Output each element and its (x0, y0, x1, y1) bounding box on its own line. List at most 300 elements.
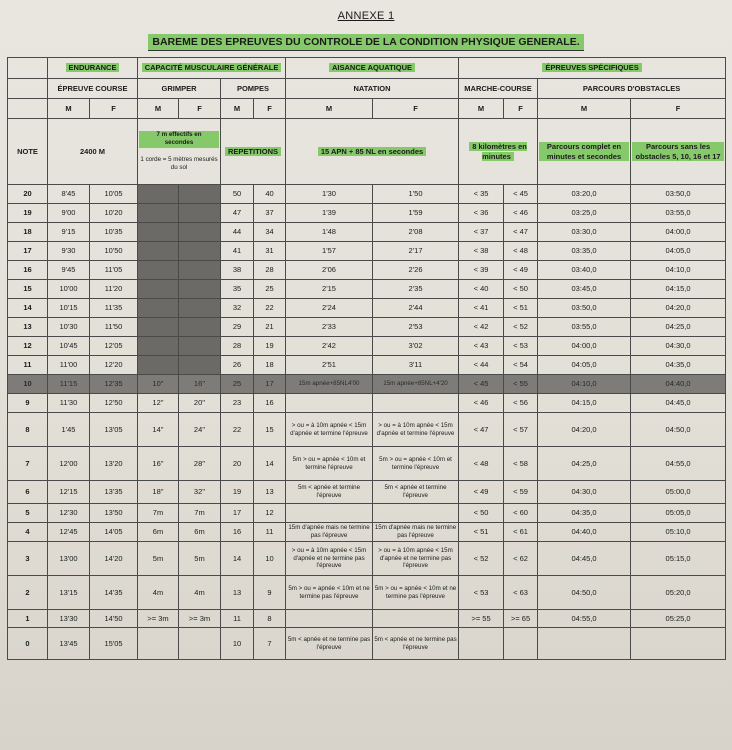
obstacles-f-cell: 04:45,0 (631, 394, 726, 413)
course-f-cell: 10'20 (90, 204, 138, 223)
natation-m-cell: 15m apnée+85NL4'00 (286, 375, 373, 394)
sex-m: M (221, 99, 254, 119)
obstacles-f-cell: 04:40,0 (631, 375, 726, 394)
natation-f-cell: 2'53 (373, 318, 459, 337)
score-row (8, 261, 726, 280)
natation-m-cell: > ou = à 10m apnée < 15m d'apnée et ne termine pas l'épreuve (286, 542, 373, 576)
note-cell: 6 (8, 481, 48, 504)
marche-m-cell: < 49 (459, 481, 504, 504)
natation-f-cell: 2'08 (373, 223, 459, 242)
marche-m-cell: < 35 (459, 185, 504, 204)
sex-m: M (459, 99, 504, 119)
pompes-m-cell: 32 (221, 299, 254, 318)
marche-f-cell: < 63 (504, 576, 538, 610)
note-cell: 11 (8, 356, 48, 375)
natation-f-cell: 1'59 (373, 204, 459, 223)
obstacles-f-cell: 05:15,0 (631, 542, 726, 576)
group-aisance: AISANCE AQUATIQUE (286, 58, 459, 79)
obstacles-m-cell: 04:30,0 (538, 481, 631, 504)
obstacles-f-cell: 05:10,0 (631, 523, 726, 542)
score-row (8, 185, 726, 204)
obstacles-m-cell (538, 628, 631, 660)
score-row (8, 318, 726, 337)
grimper-m-cell: 14'' (138, 413, 179, 447)
grimper-m-cell: 6m (138, 523, 179, 542)
unit-natation: 15 APN + 85 NL en secondes (286, 119, 459, 185)
natation-f-cell: 2'44 (373, 299, 459, 318)
obstacles-m-cell: 04:10,0 (538, 375, 631, 394)
pompes-f-cell: 15 (254, 413, 286, 447)
grimper-f-cell (179, 299, 221, 318)
natation-f-cell: 5m < apnée et ne termine pas l'épreuve (373, 628, 459, 660)
natation-f-cell: 2'26 (373, 261, 459, 280)
natation-f-cell: 15m d'apnée mais ne termine pas l'épreuve (373, 523, 459, 542)
pompes-f-cell: 40 (254, 185, 286, 204)
score-row (8, 413, 726, 447)
note-cell: 20 (8, 185, 48, 204)
pompes-m-cell: 47 (221, 204, 254, 223)
unit-course: 2400 M (48, 119, 138, 185)
marche-m-cell: < 53 (459, 576, 504, 610)
note-cell: 9 (8, 394, 48, 413)
course-m-cell: 10'00 (48, 280, 90, 299)
note-cell: 3 (8, 542, 48, 576)
marche-m-cell: < 45 (459, 375, 504, 394)
course-f-cell: 13'05 (90, 413, 138, 447)
marche-f-cell: < 57 (504, 413, 538, 447)
course-m-cell: 10'30 (48, 318, 90, 337)
course-m-cell: 11'15 (48, 375, 90, 394)
pompes-f-cell: 25 (254, 280, 286, 299)
course-f-cell: 12'50 (90, 394, 138, 413)
obstacles-m-cell: 04:05,0 (538, 356, 631, 375)
natation-m-cell: 2'33 (286, 318, 373, 337)
obstacles-m-cell: 04:45,0 (538, 542, 631, 576)
natation-f-cell: > ou = à 10m apnée < 15m d'apnée et ne termine pas l'épreuve (373, 542, 459, 576)
marche-f-cell: < 56 (504, 394, 538, 413)
marche-f-cell: < 54 (504, 356, 538, 375)
grimper-f-cell: 5m (179, 542, 221, 576)
course-f-cell: 10'35 (90, 223, 138, 242)
natation-m-cell: 1'57 (286, 242, 373, 261)
unit-grimper-bottom: 1 corde = 5 mètres mesurés du sol (140, 155, 218, 171)
note-cell: 14 (8, 299, 48, 318)
grimper-m-cell (138, 318, 179, 337)
sex-f: F (504, 99, 538, 119)
marche-m-cell: < 51 (459, 523, 504, 542)
obstacles-f-cell: 03:55,0 (631, 204, 726, 223)
sex-m: M (286, 99, 373, 119)
marche-m-cell: < 42 (459, 318, 504, 337)
natation-m-cell: 5m > ou = apnée < 10m et termine l'épreuve (286, 447, 373, 481)
natation-f-cell: 1'50 (373, 185, 459, 204)
sex-f: F (90, 99, 138, 119)
unit-marche: 8 kilomètres en minutes (459, 119, 538, 185)
obstacles-m-cell: 04:20,0 (538, 413, 631, 447)
grimper-m-cell: 10'' (138, 375, 179, 394)
natation-f-cell: 5m > ou = apnée < 10m et ne termine pas l'épreuve (373, 576, 459, 610)
course-f-cell: 13'50 (90, 504, 138, 523)
marche-f-cell: < 49 (504, 261, 538, 280)
grimper-f-cell: 7m (179, 504, 221, 523)
marche-m-cell: < 46 (459, 394, 504, 413)
score-row (8, 280, 726, 299)
natation-f-cell: 3'02 (373, 337, 459, 356)
note-header: NOTE (8, 119, 48, 185)
obstacles-f-cell: 05:20,0 (631, 576, 726, 610)
score-row (8, 394, 726, 413)
natation-f-cell: 2'17 (373, 242, 459, 261)
grimper-m-cell (138, 223, 179, 242)
annexe-label: ANNEXE 1 (337, 10, 395, 22)
note-cell: 13 (8, 318, 48, 337)
grimper-f-cell (179, 204, 221, 223)
note-cell: 4 (8, 523, 48, 542)
sex-f: F (631, 99, 726, 119)
pompes-m-cell: 35 (221, 280, 254, 299)
grimper-f-cell (179, 356, 221, 375)
score-row (8, 204, 726, 223)
obstacles-m-cell: 03:50,0 (538, 299, 631, 318)
sex-m: M (138, 99, 179, 119)
natation-f-cell: > ou = à 10m apnée < 15m d'apnée et termine l'épreuve (373, 413, 459, 447)
pompes-m-cell: 11 (221, 610, 254, 628)
natation-m-cell: 2'15 (286, 280, 373, 299)
marche-m-cell (459, 628, 504, 660)
score-row (8, 223, 726, 242)
natation-m-cell: 1'30 (286, 185, 373, 204)
course-f-cell: 12'35 (90, 375, 138, 394)
course-m-cell: 9'15 (48, 223, 90, 242)
pompes-m-cell: 20 (221, 447, 254, 481)
course-f-cell: 13'20 (90, 447, 138, 481)
marche-f-cell: < 59 (504, 481, 538, 504)
pompes-f-cell: 28 (254, 261, 286, 280)
marche-f-cell: < 48 (504, 242, 538, 261)
natation-f-cell: 15m apnée+85NL+4'20 (373, 375, 459, 394)
pompes-m-cell: 50 (221, 185, 254, 204)
marche-f-cell: < 46 (504, 204, 538, 223)
grimper-f-cell (179, 280, 221, 299)
grimper-f-cell: 4m (179, 576, 221, 610)
event-course: ÉPREUVE COURSE (48, 79, 138, 99)
score-row (8, 447, 726, 481)
pompes-m-cell: 16 (221, 523, 254, 542)
obstacles-m-cell: 03:45,0 (538, 280, 631, 299)
grimper-f-cell: >= 3m (179, 610, 221, 628)
natation-m-cell: > ou = à 10m apnée < 15m d'apnée et termine l'épreuve (286, 413, 373, 447)
pompes-m-cell: 41 (221, 242, 254, 261)
natation-m-cell (286, 394, 373, 413)
grimper-m-cell (138, 299, 179, 318)
obstacles-m-cell: 03:55,0 (538, 318, 631, 337)
obstacles-m-cell: 03:30,0 (538, 223, 631, 242)
marche-m-cell: < 52 (459, 542, 504, 576)
course-f-cell: 15'05 (90, 628, 138, 660)
grimper-f-cell (179, 185, 221, 204)
score-row (8, 299, 726, 318)
course-m-cell: 13'30 (48, 610, 90, 628)
pompes-f-cell: 37 (254, 204, 286, 223)
obstacles-f-cell: 03:50,0 (631, 185, 726, 204)
natation-m-cell: 2'51 (286, 356, 373, 375)
unit-grimper-top: 7 m effectifs en secondes (139, 131, 219, 147)
obstacles-f-cell: 05:25,0 (631, 610, 726, 628)
obstacles-m-cell: 04:25,0 (538, 447, 631, 481)
sex-f: F (179, 99, 221, 119)
score-row (8, 542, 726, 576)
sex-f: F (373, 99, 459, 119)
grimper-f-cell (179, 337, 221, 356)
course-f-cell: 14'50 (90, 610, 138, 628)
natation-m-cell: 5m > ou = apnée < 10m et ne termine pas l'épreuve (286, 576, 373, 610)
marche-f-cell: < 52 (504, 318, 538, 337)
note-cell: 12 (8, 337, 48, 356)
course-m-cell: 8'45 (48, 185, 90, 204)
obstacles-m-cell: 04:40,0 (538, 523, 631, 542)
sex-m: M (538, 99, 631, 119)
grimper-m-cell (138, 204, 179, 223)
pompes-f-cell: 13 (254, 481, 286, 504)
pompes-f-cell: 8 (254, 610, 286, 628)
note-cell: 18 (8, 223, 48, 242)
course-m-cell: 13'15 (48, 576, 90, 610)
pompes-f-cell: 21 (254, 318, 286, 337)
obstacles-f-cell: 04:05,0 (631, 242, 726, 261)
natation-m-cell: 2'06 (286, 261, 373, 280)
event-pompes: POMPES (221, 79, 286, 99)
obstacles-m-cell: 03:25,0 (538, 204, 631, 223)
pompes-m-cell: 28 (221, 337, 254, 356)
marche-f-cell: < 60 (504, 504, 538, 523)
natation-m-cell (286, 504, 373, 523)
course-f-cell: 14'05 (90, 523, 138, 542)
course-f-cell: 12'05 (90, 337, 138, 356)
note-cell: 8 (8, 413, 48, 447)
sex-m: M (48, 99, 90, 119)
marche-f-cell: < 55 (504, 375, 538, 394)
marche-f-cell: < 45 (504, 185, 538, 204)
grimper-f-cell (179, 318, 221, 337)
score-row (8, 504, 726, 523)
note-cell: 17 (8, 242, 48, 261)
grimper-m-cell: >= 3m (138, 610, 179, 628)
course-f-cell: 13'35 (90, 481, 138, 504)
marche-m-cell: < 41 (459, 299, 504, 318)
pompes-m-cell: 10 (221, 628, 254, 660)
course-m-cell: 13'45 (48, 628, 90, 660)
pompes-m-cell: 13 (221, 576, 254, 610)
course-m-cell: 12'45 (48, 523, 90, 542)
note-cell: 5 (8, 504, 48, 523)
event-obstacles: PARCOURS D'OBSTACLES (538, 79, 726, 99)
natation-m-cell: 2'24 (286, 299, 373, 318)
natation-m-cell: 5m < apnée et termine l'épreuve (286, 481, 373, 504)
note-cell: 7 (8, 447, 48, 481)
grimper-m-cell: 7m (138, 504, 179, 523)
marche-m-cell: < 48 (459, 447, 504, 481)
marche-f-cell: < 50 (504, 280, 538, 299)
obstacles-m-cell: 04:50,0 (538, 576, 631, 610)
marche-f-cell: >= 65 (504, 610, 538, 628)
obstacles-f-cell: 04:25,0 (631, 318, 726, 337)
course-f-cell: 11'05 (90, 261, 138, 280)
course-m-cell: 10'45 (48, 337, 90, 356)
obstacles-f-cell: 04:35,0 (631, 356, 726, 375)
course-m-cell: 9'00 (48, 204, 90, 223)
pompes-m-cell: 26 (221, 356, 254, 375)
pompes-m-cell: 14 (221, 542, 254, 576)
grimper-m-cell (138, 280, 179, 299)
note-cell: 1 (8, 610, 48, 628)
event-natation: NATATION (286, 79, 459, 99)
pompes-f-cell: 10 (254, 542, 286, 576)
score-row (8, 523, 726, 542)
score-row (8, 375, 726, 394)
unit-pompes: REPETITIONS (221, 119, 286, 185)
note-cell: 0 (8, 628, 48, 660)
course-m-cell: 11'30 (48, 394, 90, 413)
natation-m-cell: 2'42 (286, 337, 373, 356)
obstacles-m-cell: 03:40,0 (538, 261, 631, 280)
course-m-cell: 12'00 (48, 447, 90, 481)
note-cell: 10 (8, 375, 48, 394)
obstacles-f-cell: 04:10,0 (631, 261, 726, 280)
course-m-cell: 10'15 (48, 299, 90, 318)
score-row (8, 576, 726, 610)
pompes-m-cell: 23 (221, 394, 254, 413)
pompes-f-cell: 19 (254, 337, 286, 356)
grimper-m-cell (138, 185, 179, 204)
natation-m-cell (286, 610, 373, 628)
pompes-f-cell: 31 (254, 242, 286, 261)
grimper-f-cell (179, 628, 221, 660)
grimper-f-cell: 6m (179, 523, 221, 542)
grimper-m-cell: 18'' (138, 481, 179, 504)
grimper-m-cell: 12'' (138, 394, 179, 413)
marche-m-cell: < 43 (459, 337, 504, 356)
pompes-f-cell: 14 (254, 447, 286, 481)
course-m-cell: 13'00 (48, 542, 90, 576)
empty-corner (8, 58, 48, 79)
pompes-f-cell: 22 (254, 299, 286, 318)
course-m-cell: 12'30 (48, 504, 90, 523)
marche-m-cell: < 47 (459, 413, 504, 447)
pompes-f-cell: 7 (254, 628, 286, 660)
grimper-m-cell: 16'' (138, 447, 179, 481)
score-row (8, 628, 726, 660)
grimper-f-cell: 24'' (179, 413, 221, 447)
pompes-m-cell: 17 (221, 504, 254, 523)
group-specifiques: ÉPREUVES SPÉCIFIQUES (459, 58, 726, 79)
pompes-m-cell: 19 (221, 481, 254, 504)
course-f-cell: 14'35 (90, 576, 138, 610)
obstacles-m-cell: 04:35,0 (538, 504, 631, 523)
grimper-f-cell: 20'' (179, 394, 221, 413)
grimper-m-cell (138, 628, 179, 660)
grimper-m-cell (138, 337, 179, 356)
marche-m-cell: < 36 (459, 204, 504, 223)
obstacles-m-cell: 04:15,0 (538, 394, 631, 413)
obstacles-m-cell: 03:20,0 (538, 185, 631, 204)
natation-m-cell: 5m < apnée et ne termine pas l'épreuve (286, 628, 373, 660)
course-f-cell: 11'50 (90, 318, 138, 337)
grimper-m-cell: 4m (138, 576, 179, 610)
pompes-f-cell: 11 (254, 523, 286, 542)
natation-f-cell: 5m < apnée et termine l'épreuve (373, 481, 459, 504)
course-f-cell: 12'20 (90, 356, 138, 375)
score-row (8, 610, 726, 628)
course-m-cell: 1'45 (48, 413, 90, 447)
obstacles-f-cell: 04:55,0 (631, 447, 726, 481)
unit-grimper (138, 119, 221, 185)
marche-f-cell: < 47 (504, 223, 538, 242)
marche-m-cell: < 37 (459, 223, 504, 242)
grimper-f-cell (179, 261, 221, 280)
obstacles-f-cell: 05:05,0 (631, 504, 726, 523)
grimper-f-cell (179, 242, 221, 261)
marche-m-cell: < 40 (459, 280, 504, 299)
pompes-f-cell: 9 (254, 576, 286, 610)
natation-f-cell (373, 610, 459, 628)
pompes-m-cell: 25 (221, 375, 254, 394)
grimper-m-cell (138, 261, 179, 280)
marche-f-cell: < 53 (504, 337, 538, 356)
score-row (8, 337, 726, 356)
obstacles-m-cell: 03:35,0 (538, 242, 631, 261)
marche-f-cell: < 62 (504, 542, 538, 576)
marche-m-cell: < 38 (459, 242, 504, 261)
event-grimper: GRIMPER (138, 79, 221, 99)
marche-f-cell: < 51 (504, 299, 538, 318)
note-cell: 19 (8, 204, 48, 223)
grimper-f-cell (179, 223, 221, 242)
obstacles-f-cell: 04:15,0 (631, 280, 726, 299)
marche-f-cell: < 58 (504, 447, 538, 481)
pompes-m-cell: 29 (221, 318, 254, 337)
obstacles-f-cell: 04:00,0 (631, 223, 726, 242)
empty-cell (8, 99, 48, 119)
natation-f-cell (373, 394, 459, 413)
marche-m-cell: < 44 (459, 356, 504, 375)
course-f-cell: 14'20 (90, 542, 138, 576)
unit-obstacles-m: Parcours complet en minutes et secondes (538, 119, 631, 185)
grimper-f-cell: 16'' (179, 375, 221, 394)
grimper-m-cell (138, 242, 179, 261)
grimper-m-cell (138, 356, 179, 375)
obstacles-f-cell: 05:00,0 (631, 481, 726, 504)
course-f-cell: 11'20 (90, 280, 138, 299)
pompes-f-cell: 18 (254, 356, 286, 375)
natation-m-cell: 15m d'apnée mais ne termine pas l'épreuve (286, 523, 373, 542)
course-f-cell: 10'50 (90, 242, 138, 261)
group-capacite: CAPACITÉ MUSCULAIRE GÉNÉRALE (138, 58, 286, 79)
marche-m-cell: < 50 (459, 504, 504, 523)
course-m-cell: 11'00 (48, 356, 90, 375)
note-cell: 15 (8, 280, 48, 299)
obstacles-m-cell: 04:00,0 (538, 337, 631, 356)
score-row (8, 481, 726, 504)
marche-f-cell: < 61 (504, 523, 538, 542)
natation-f-cell: 3'11 (373, 356, 459, 375)
pompes-f-cell: 17 (254, 375, 286, 394)
course-f-cell: 10'05 (90, 185, 138, 204)
marche-m-cell: < 39 (459, 261, 504, 280)
pompes-f-cell: 34 (254, 223, 286, 242)
natation-f-cell (373, 504, 459, 523)
course-f-cell: 11'35 (90, 299, 138, 318)
pompes-m-cell: 44 (221, 223, 254, 242)
